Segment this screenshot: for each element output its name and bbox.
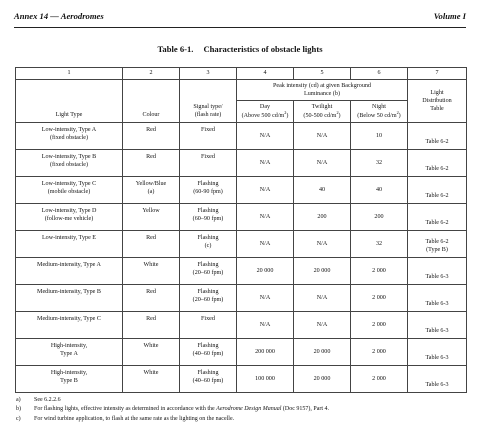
cell-colour-line: Red [146,127,156,133]
cell-day [237,204,294,231]
table-row [16,150,467,177]
header-night [351,101,408,123]
header-twilight-text: (50-500 cd/m [303,112,337,119]
cell-distribution-table [408,204,467,231]
cell-twilight-line: 200 [317,213,327,220]
header-annex: Annex 14 — Aerodromes [14,11,104,21]
cell-twilight-line: N/A [316,159,328,166]
cell-light-type-line: Medium-intensity, Type C [37,316,101,322]
cell-day [237,339,294,366]
cell-night [351,231,408,258]
cell-light-type-line: High-intensity, [50,370,88,376]
cell-day-line: N/A [259,240,271,247]
header-peak-intensity [237,80,408,101]
table-title [0,44,480,54]
cell-signal-type [180,177,237,204]
cell-distribution-table-line: Table 6-2 [425,138,449,145]
cell-night-line: 2 000 [372,348,386,355]
cell-twilight [294,204,351,231]
cell-colour-line: White [143,343,159,349]
header-night-line: Night [372,104,386,111]
column-number: 4 [237,68,294,80]
header-night-text: (Below 50 cd/m [357,112,397,119]
cell-light-type-line: (follow-me vehicle) [44,216,94,223]
cell-light-type-line: Medium-intensity, Type A [37,262,101,268]
table-caption: Characteristics of obstacle lights [203,44,323,54]
column-number-row [16,68,467,80]
cell-signal-type [180,123,237,150]
cell-day [237,258,294,285]
note-a [16,396,466,405]
cell-day-line: 20 000 [256,267,274,274]
cell-night-line: 32 [375,159,383,166]
cell-light-type [16,204,123,231]
cell-twilight-line: 20 000 [313,267,331,274]
cell-twilight-line: N/A [316,132,328,139]
cell-day-line: N/A [259,294,271,301]
cell-night-line: 40 [375,186,383,193]
note-c [16,415,466,424]
note-b [16,405,466,414]
cell-colour-line: White [143,262,159,268]
cell-colour [123,204,180,231]
cell-colour-line: Red [146,154,156,160]
cell-distribution-table-line: Table 6-3 [425,354,449,361]
cell-twilight [294,123,351,150]
cell-night [351,366,408,393]
column-number: 5 [294,68,351,80]
cell-day [237,366,294,393]
cell-signal-type-line: (c) [204,243,212,250]
table-row [16,204,467,231]
cell-night-line: 2 000 [372,321,386,328]
running-header [14,11,466,25]
column-number: 3 [180,68,237,80]
cell-twilight [294,258,351,285]
note-text: (Doc 9157), Part 4. [281,406,330,413]
header-night-text: ) [398,112,401,119]
cell-signal-type [180,366,237,393]
cell-light-type [16,231,123,258]
note-manual-title: Aerodrome Design Manual [216,406,282,413]
header-light-distribution [408,80,467,123]
cell-signal-type-line: Fixed [201,127,215,133]
cell-colour-line: White [143,370,159,376]
cell-night-line: 2 000 [372,294,386,301]
cell-twilight-line: N/A [316,321,328,328]
cell-light-type-line: High-intensity, [50,343,88,349]
cell-day-line: N/A [259,132,271,139]
cell-night [351,204,408,231]
cell-day [237,312,294,339]
cell-signal-type [180,339,237,366]
cell-colour-line: Red [146,289,156,295]
cell-night [351,123,408,150]
header-day-text: ) [286,112,289,119]
header-twilight-text: ) [338,112,341,119]
cell-light-type-line: (fixed obstacle) [49,162,89,169]
cell-light-type-line: Medium-intensity, Type B [37,289,101,295]
header-dist-line: Table [430,106,444,113]
cell-distribution-table-line: Table 6-2 [425,165,449,172]
cell-night-line: 2 000 [372,267,386,274]
cell-colour-line: (a) [147,189,155,196]
cell-light-type [16,258,123,285]
cell-light-type-line: Type A [60,351,78,358]
cell-signal-type-line: Flashing [197,208,219,214]
cell-day-line: N/A [259,159,271,166]
cell-signal-type-line: Flashing [197,235,219,241]
cell-distribution-table-line: Table 6-3 [425,327,449,334]
header-twilight-line [296,109,348,120]
header-twilight-line: Twilight [311,104,333,111]
cell-night-line: 2 000 [372,375,386,382]
cell-day-line: N/A [259,321,271,328]
cell-twilight [294,339,351,366]
cell-night [351,312,408,339]
table-row [16,366,467,393]
cell-colour [123,258,180,285]
cell-signal-type-line: Fixed [201,316,215,322]
cell-signal-type [180,231,237,258]
cell-day [237,285,294,312]
cell-distribution-table [408,150,467,177]
cell-distribution-table [408,285,467,312]
cell-colour [123,366,180,393]
cell-twilight-line: N/A [316,294,328,301]
cell-twilight [294,366,351,393]
cell-distribution-table [408,231,467,258]
cell-twilight-line: 20 000 [313,348,331,355]
cell-signal-type-line: Flashing [197,370,219,376]
header-dist-line: Distribution [422,97,452,104]
cell-day-line: N/A [259,213,271,220]
obstacle-lights-table [15,67,467,393]
cell-signal-type-line: Fixed [201,154,215,160]
cell-colour [123,150,180,177]
cell-day-line: N/A [259,186,271,193]
header-signal-type [180,80,237,123]
cell-light-type-line: Low-intensity, Type D [41,208,97,214]
cell-twilight-line: N/A [316,240,328,247]
cell-light-type [16,150,123,177]
cell-signal-type [180,312,237,339]
cell-colour [123,339,180,366]
header-volume: Volume I [433,11,466,21]
cell-signal-type-line: (20–60 fpm) [192,270,224,277]
cell-distribution-table [408,312,467,339]
header-night-line [353,109,405,120]
cell-day [237,231,294,258]
cell-distribution-table-line: Table 6-3 [425,381,449,388]
cell-colour-line: Red [146,235,156,241]
cell-distribution-table-line: Table 6-2 [425,192,449,199]
table-notes [16,396,466,424]
cell-night-line: 32 [375,240,383,247]
header-day [237,101,294,123]
cell-distribution-table [408,123,467,150]
cell-distribution-table [408,258,467,285]
cell-colour [123,312,180,339]
table-row [16,123,467,150]
cell-light-type-line: Type B [60,378,78,385]
cell-night [351,177,408,204]
note-text: For wind turbine application, to flash at the same rate as the lighting on the nacelle. [34,415,235,422]
column-number: 1 [16,68,123,80]
cell-colour [123,231,180,258]
cell-distribution-table [408,339,467,366]
table-row [16,177,467,204]
cell-night [351,285,408,312]
cell-signal-type-line: Flashing [197,289,219,295]
cell-colour [123,177,180,204]
cell-light-type-line: (fixed obstacle) [49,135,89,142]
cell-signal-type-line: (60–90 fpm) [192,216,224,223]
column-number: 7 [408,68,467,80]
header-twilight [294,101,351,123]
cell-signal-type [180,150,237,177]
header-day-line: Day [259,104,271,111]
note-marker: a) [16,397,21,403]
header-peak-line: Peak intensity (cd) at given Background [273,82,371,89]
header-day-text: (Above 500 cd/m [241,112,285,119]
cell-light-type-line: Low-intensity, Type C [41,181,97,187]
cell-light-type [16,339,123,366]
table-row [16,339,467,366]
cell-distribution-table-line: Table 6-2 [425,219,449,226]
cell-night [351,339,408,366]
cell-twilight [294,312,351,339]
cell-twilight-line: 40 [318,186,326,193]
cell-colour [123,123,180,150]
cell-signal-type-line: Flashing [197,262,219,268]
cell-day-line: 200 000 [255,348,275,355]
cell-light-type [16,123,123,150]
superscript: 2 [396,109,399,115]
table-number: Table 6-1. [157,44,194,54]
cell-signal-type-line: (60-90 fpm) [193,189,223,196]
table-body [16,123,467,393]
cell-day [237,123,294,150]
note-marker: c) [16,415,21,422]
cell-light-type-line: Low-intensity, Type E [41,235,97,241]
cell-night-line: 200 [374,213,384,220]
cell-signal-type-line: Flashing [197,343,219,349]
table-row [16,285,467,312]
superscript: 2 [336,109,339,115]
header-colour: Colour [123,80,180,123]
cell-twilight [294,231,351,258]
cell-light-type-line: Low-intensity, Type A [41,127,97,133]
cell-night [351,150,408,177]
table-row [16,258,467,285]
header-signal-line: (flash rate) [194,111,222,118]
cell-day [237,150,294,177]
cell-day [237,177,294,204]
note-text: For flashing lights, effective intensity as determined in accordance with the [34,406,217,413]
header-row [16,80,467,101]
note-text: See 6.2.2.6 [34,397,61,403]
cell-distribution-table [408,177,467,204]
cell-signal-type [180,285,237,312]
cell-colour-line: Yellow/Blue [135,181,167,187]
cell-colour-line: Yellow [142,208,160,214]
cell-night-line: 10 [375,132,383,139]
cell-signal-type-line: (40–60 fpm) [192,378,224,385]
cell-twilight [294,177,351,204]
header-signal-line: Signal type/ [193,103,223,110]
cell-signal-type [180,204,237,231]
cell-signal-type-line: (40–60 fpm) [192,351,224,358]
cell-twilight-line: 20 000 [313,375,331,382]
superscript: 2 [284,109,287,115]
cell-colour [123,285,180,312]
table-row [16,231,467,258]
header-dist-line: Light [430,89,444,96]
cell-signal-type-line: (20–60 fpm) [192,297,224,304]
cell-colour-line: Red [146,316,156,322]
cell-night [351,258,408,285]
cell-day-line: 100 000 [255,375,275,382]
column-number: 2 [123,68,180,80]
cell-distribution-table-line: Table 6-3 [425,273,449,280]
cell-light-type-line: (mobile obstacle) [47,189,91,196]
cell-signal-type-line: Flashing [197,181,219,187]
cell-light-type [16,177,123,204]
cell-twilight [294,285,351,312]
column-number: 6 [351,68,408,80]
cell-distribution-table-line: (Type B) [426,246,448,253]
header-day-line [239,109,291,120]
cell-light-type [16,312,123,339]
cell-twilight [294,150,351,177]
cell-light-type [16,366,123,393]
header-rule [14,27,466,28]
cell-signal-type [180,258,237,285]
header-peak-line: Luminance (b) [303,91,341,97]
cell-light-type [16,285,123,312]
note-marker: b) [16,406,21,413]
cell-distribution-table-line: Table 6-2 [425,238,449,245]
cell-light-type-line: Low-intensity, Type B [41,154,97,160]
table-row [16,312,467,339]
cell-distribution-table [408,366,467,393]
header-light-type: Light Type [16,80,123,123]
cell-distribution-table-line: Table 6-3 [425,300,449,307]
